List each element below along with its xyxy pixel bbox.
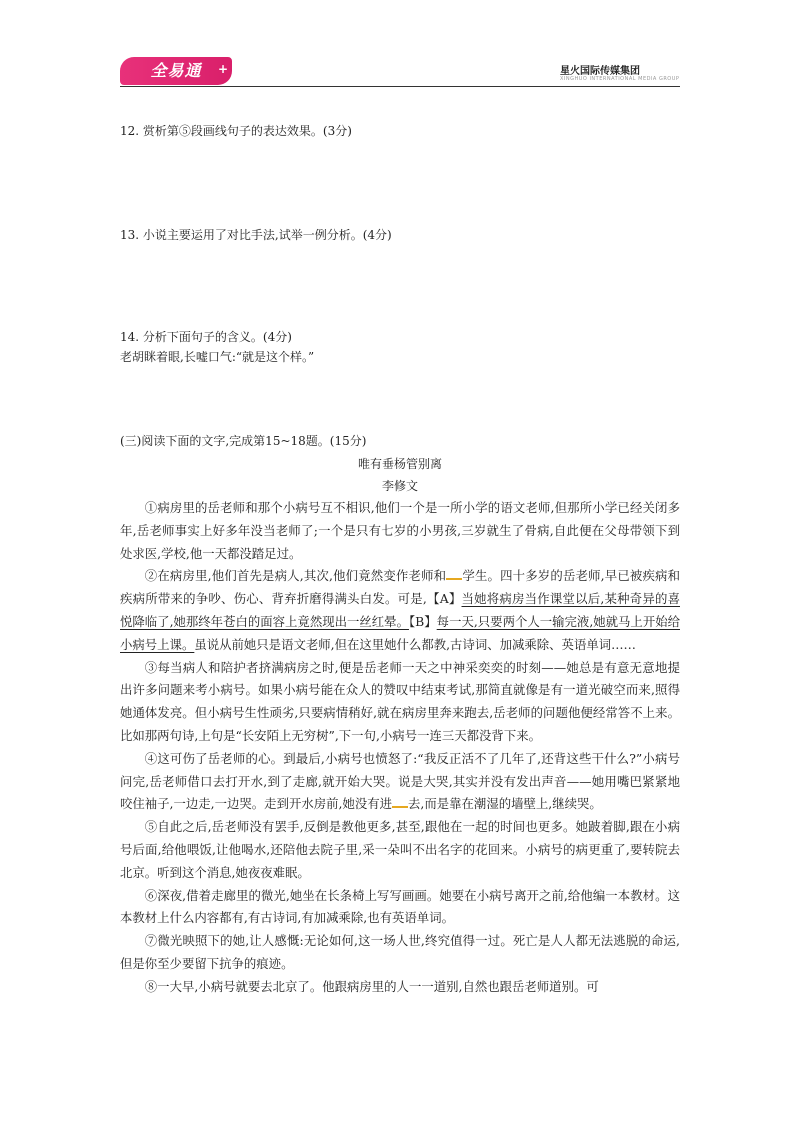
marker-b: 【B】 (408, 613, 437, 629)
underlined-sentence-a: 当她将病房当作课堂以后,某种奇异的喜悦降临了,她那终年苍白的面容上竟然现出一丝红晕。 (120, 591, 680, 629)
article-body (120, 497, 680, 999)
question-13: 13. 小说主要运用了对比手法,试举一例分析。(4分) (120, 228, 392, 242)
question-14: 14. 分析下面句子的含义。(4分) (120, 330, 292, 344)
fill-blank-mark (392, 796, 408, 808)
paragraph-2-text-a: ②在病房里,他们首先是病人,其次,他们竟然变作老师和 (144, 568, 447, 584)
paragraph-5: ⑤自此之后,岳老师没有罢手,反倒是教他更多,甚至,跟他在一起的时间也更多。她跛着脚,跟在小病号后面,给他喂饭,让他喝水,还陪他去院子里,采一朵叫不出名字的花回来。小病号的病更重了,要转院去北京。听到这个消息,她夜夜难眠。 (120, 819, 680, 880)
paragraph-4-text-b: 去,而是靠在潮湿的墙壁上,继续哭。 (408, 796, 602, 812)
fill-blank-mark (446, 568, 462, 580)
logo-text: 全易通 (150, 61, 202, 80)
question-12: 12. 赏析第⑤段画线句子的表达效果。(3分) (120, 124, 352, 138)
publisher-subtitle: XINGHUO INTERNATIONAL MEDIA GROUP (560, 76, 680, 82)
paragraph-2 (120, 565, 680, 656)
paragraph-2-text-c: 虽说从前她只是语文老师,但在这里她什么都教,古诗词、加减乘除、英语单词…… (194, 636, 636, 652)
paragraph-7: ⑦微光映照下的她,让人感慨:无论如何,这一场人世,终究值得一过。死亡是人人都无法逃脱的命运,但是你至少要留下抗争的痕迹。 (120, 933, 680, 971)
underlined-sentence-b: 每一天,只要两个人一输完液,她就马上开始给小病号上课。 (120, 613, 680, 652)
paragraph-4 (120, 748, 680, 816)
header-divider (120, 86, 680, 87)
publisher-name: 星火国际传媒集团 (560, 66, 640, 77)
section-instruction: (三)阅读下面的文字,完成第15~18题。(15分) (120, 434, 367, 448)
question-14-quote: 老胡眯着眼,长嘘口气:“就是这个样。” (120, 350, 315, 364)
article-author: 李修文 (381, 479, 418, 493)
page-header (0, 0, 800, 90)
logo-plus-icon: + (218, 62, 230, 76)
brand-logo (120, 57, 232, 85)
paragraph-8: ⑧一大早,小病号就要去北京了。他跟病房里的人一一道别,自然也跟岳老师道别。可 (144, 978, 599, 994)
paragraph-1: ①病房里的岳老师和那个小病号互不相识,他们一个是一所小学的语文老师,但那所小学已经关闭多年,岳老师事实上好多年没当老师了;一个是只有七岁的小男孩,三岁就生了骨病,自此便在父母带领下到处求医,学校,他一天都没踏足过。 (120, 500, 680, 561)
paragraph-2-text-b: 学生。四十多岁的岳老师,早已被疾病和疾病所带来的争吵、伤心、背弃折磨得满头白发。可是,【A】 (120, 568, 680, 607)
paragraph-6: ⑥深夜,借着走廊里的微光,她坐在长条椅上写写画画。她要在小病号离开之前,给他编一本教材。这本教材上什么内容都有,有古诗词,有加减乘除,也有英语单词。 (120, 887, 680, 926)
paragraph-4-text-a: ④这可伤了岳老师的心。到最后,小病号也愤怒了:“我反正活不了几年了,还背这些干什么?”小病号问完,岳老师借口去打开水,到了走廊,就开始大哭。说是大哭,其实并没有发出声音——她用嘴巴紧紧地咬住袖子,一边走,一边哭。走到开水房前,她没有进 (120, 750, 680, 812)
article-title: 唯有垂杨管别离 (357, 457, 442, 471)
paragraph-3: ③每当病人和陪护者挤满病房之时,便是岳老师一天之中神采奕奕的时刻——她总是有意无意地提出许多问题来考小病号。如果小病号能在众人的赞叹中结束考试,那简直就像是有一道光破空而来,照得她通体发亮。但小病号生性顽劣,只要病情稍好,就在病房里奔来跑去,岳老师的问题他便经常答不上来。比如那两句诗,上句是“长安陌上无穷树”,下一句,小病号一连三天都没背下来。 (120, 659, 680, 743)
